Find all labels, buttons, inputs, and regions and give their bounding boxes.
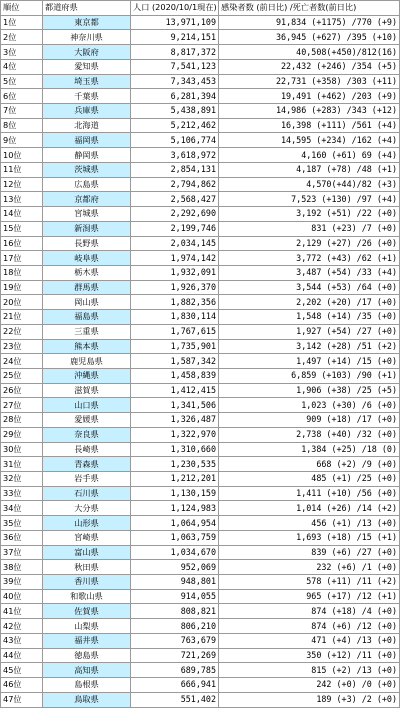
table-row	[1, 457, 400, 472]
table-row	[1, 45, 400, 60]
prefecture-cell: 熊本県	[43, 339, 131, 354]
rank-cell: 3位	[1, 45, 43, 60]
rank-cell: 29位	[1, 427, 43, 442]
infections-cell: 874 (+6) /12 (+0)	[219, 619, 400, 634]
rank-cell: 1位	[1, 15, 43, 30]
table-row	[1, 633, 400, 648]
table-row	[1, 530, 400, 545]
prefecture-cell: 沖縄県	[43, 368, 131, 383]
population-cell: 1,326,487	[131, 413, 219, 428]
table-row	[1, 339, 400, 354]
population-cell: 1,034,670	[131, 545, 219, 560]
infections-cell: 1,693 (+18) /15 (+1)	[219, 530, 400, 545]
infections-cell: 4,160 (+61) 69 (+4)	[219, 148, 400, 163]
population-cell: 7,343,453	[131, 74, 219, 89]
prefecture-cell: 青森県	[43, 457, 131, 472]
table-row	[1, 516, 400, 531]
rank-cell: 17位	[1, 251, 43, 266]
header-rank: 順位	[1, 1, 43, 16]
population-cell: 2,199,746	[131, 221, 219, 236]
infections-cell: 189 (+3) /2 (+0)	[219, 692, 400, 707]
prefecture-cell: 長野県	[43, 236, 131, 251]
population-cell: 551,402	[131, 692, 219, 707]
rank-cell: 15位	[1, 221, 43, 236]
population-cell: 914,055	[131, 589, 219, 604]
population-cell: 1,341,506	[131, 398, 219, 413]
rank-cell: 4位	[1, 59, 43, 74]
infections-cell: 36,945 (+627) /395 (+10)	[219, 30, 400, 45]
infections-cell: 3,544 (+53) /64 (+0)	[219, 280, 400, 295]
table-row	[1, 192, 400, 207]
rank-cell: 2位	[1, 30, 43, 45]
header-population: 人口 (2020/10/1現在)	[131, 1, 219, 16]
rank-cell: 23位	[1, 339, 43, 354]
prefecture-cell: 徳島県	[43, 648, 131, 663]
prefecture-cell: 香川県	[43, 575, 131, 590]
population-cell: 8,817,372	[131, 45, 219, 60]
rank-cell: 12位	[1, 177, 43, 192]
population-cell: 1,587,342	[131, 354, 219, 369]
infections-cell: 16,398 (+111) /561 (+4)	[219, 118, 400, 133]
prefecture-cell: 岐阜県	[43, 251, 131, 266]
infections-cell: 14,986 (+283) /343 (+12)	[219, 104, 400, 119]
infections-cell: 909 (+18) /17 (+0)	[219, 413, 400, 428]
table-row	[1, 89, 400, 104]
infections-cell: 232 (+6) /1 (+0)	[219, 560, 400, 575]
population-cell: 1,882,356	[131, 295, 219, 310]
rank-cell: 16位	[1, 236, 43, 251]
table-row	[1, 236, 400, 251]
population-cell: 808,821	[131, 604, 219, 619]
table-row	[1, 133, 400, 148]
population-cell: 9,214,151	[131, 30, 219, 45]
prefecture-cell: 神奈川県	[43, 30, 131, 45]
prefecture-cell: 大阪府	[43, 45, 131, 60]
prefecture-cell: 千葉県	[43, 89, 131, 104]
population-cell: 948,801	[131, 575, 219, 590]
table-row	[1, 398, 400, 413]
rank-cell: 41位	[1, 604, 43, 619]
infections-cell: 350 (+12) /11 (+0)	[219, 648, 400, 663]
table-row	[1, 324, 400, 339]
rank-cell: 5位	[1, 74, 43, 89]
rank-cell: 20位	[1, 295, 43, 310]
table-row	[1, 560, 400, 575]
rank-cell: 7位	[1, 104, 43, 119]
rank-cell: 24位	[1, 354, 43, 369]
rank-cell: 21位	[1, 310, 43, 325]
rank-cell: 25位	[1, 368, 43, 383]
rank-cell: 36位	[1, 530, 43, 545]
population-cell: 5,438,891	[131, 104, 219, 119]
prefecture-cell: 山梨県	[43, 619, 131, 634]
table-row	[1, 383, 400, 398]
population-cell: 1,767,615	[131, 324, 219, 339]
rank-cell: 14位	[1, 207, 43, 222]
prefecture-cell: 広島県	[43, 177, 131, 192]
population-cell: 3,618,972	[131, 148, 219, 163]
population-cell: 6,281,394	[131, 89, 219, 104]
table-row	[1, 486, 400, 501]
table-row	[1, 280, 400, 295]
prefecture-cell: 鳥取県	[43, 692, 131, 707]
prefecture-cell: 和歌山県	[43, 589, 131, 604]
table-row	[1, 251, 400, 266]
infections-cell: 2,129 (+27) /26 (+0)	[219, 236, 400, 251]
table-row	[1, 118, 400, 133]
prefecture-cell: 福井県	[43, 633, 131, 648]
table-header	[1, 1, 400, 16]
infections-cell: 3,772 (+43) /62 (+1)	[219, 251, 400, 266]
prefecture-cell: 石川県	[43, 486, 131, 501]
prefecture-cell: 秋田県	[43, 560, 131, 575]
table-row	[1, 368, 400, 383]
table-row	[1, 413, 400, 428]
infections-cell: 874 (+18) /4 (+0)	[219, 604, 400, 619]
rank-cell: 34位	[1, 501, 43, 516]
infections-cell: 2,738 (+40) /32 (+0)	[219, 427, 400, 442]
prefecture-cell: 岩手県	[43, 472, 131, 487]
table-row	[1, 177, 400, 192]
rank-cell: 26位	[1, 383, 43, 398]
rank-cell: 46位	[1, 678, 43, 693]
population-cell: 2,568,427	[131, 192, 219, 207]
infections-cell: 1,023 (+30) /6 (+0)	[219, 398, 400, 413]
infections-cell: 1,411 (+10) /56 (+0)	[219, 486, 400, 501]
table-row	[1, 15, 400, 30]
infections-cell: 471 (+4) /13 (+0)	[219, 633, 400, 648]
table-body	[1, 15, 400, 707]
table-row	[1, 501, 400, 516]
prefecture-cell: 栃木県	[43, 265, 131, 280]
infections-cell: 7,523 (+130) /97 (+4)	[219, 192, 400, 207]
population-cell: 1,310,660	[131, 442, 219, 457]
population-cell: 13,971,109	[131, 15, 219, 30]
population-cell: 5,212,462	[131, 118, 219, 133]
infections-cell: 242 (+0) /0 (+0)	[219, 678, 400, 693]
header-infections: 感染者数 (前日比) /死亡者数(前日比)	[219, 1, 400, 16]
rank-cell: 9位	[1, 133, 43, 148]
table-row	[1, 265, 400, 280]
population-cell: 666,941	[131, 678, 219, 693]
table-row	[1, 663, 400, 678]
prefecture-cell: 群馬県	[43, 280, 131, 295]
infections-cell: 1,014 (+26) /14 (+2)	[219, 501, 400, 516]
population-cell: 763,679	[131, 633, 219, 648]
rank-cell: 39位	[1, 575, 43, 590]
population-cell: 1,322,970	[131, 427, 219, 442]
prefecture-cell: 東京都	[43, 15, 131, 30]
table-row	[1, 30, 400, 45]
prefecture-cell: 福岡県	[43, 133, 131, 148]
prefecture-cell: 宮崎県	[43, 530, 131, 545]
population-cell: 806,210	[131, 619, 219, 634]
infections-cell: 19,491 (+462) /203 (+9)	[219, 89, 400, 104]
rank-cell: 38位	[1, 560, 43, 575]
prefecture-cell: 宮城県	[43, 207, 131, 222]
table-row	[1, 207, 400, 222]
infections-cell: 965 (+17) /12 (+1)	[219, 589, 400, 604]
infections-cell: 668 (+2) /9 (+0)	[219, 457, 400, 472]
population-cell: 1,458,839	[131, 368, 219, 383]
prefecture-cell: 北海道	[43, 118, 131, 133]
infections-cell: 1,497 (+14) /15 (+0)	[219, 354, 400, 369]
population-cell: 1,926,370	[131, 280, 219, 295]
population-cell: 5,106,774	[131, 133, 219, 148]
prefecture-cell: 新潟県	[43, 221, 131, 236]
rank-cell: 40位	[1, 589, 43, 604]
infections-cell: 1,384 (+25) /18 (0)	[219, 442, 400, 457]
population-cell: 1,735,901	[131, 339, 219, 354]
prefecture-cell: 山形県	[43, 516, 131, 531]
population-cell: 1,130,159	[131, 486, 219, 501]
rank-cell: 11位	[1, 162, 43, 177]
prefecture-cell: 京都府	[43, 192, 131, 207]
rank-cell: 47位	[1, 692, 43, 707]
table-row	[1, 442, 400, 457]
rank-cell: 33位	[1, 486, 43, 501]
rank-cell: 35位	[1, 516, 43, 531]
table-row	[1, 310, 400, 325]
infections-cell: 14,595 (+234) /162 (+4)	[219, 133, 400, 148]
rank-cell: 13位	[1, 192, 43, 207]
table-row	[1, 162, 400, 177]
population-cell: 952,069	[131, 560, 219, 575]
prefecture-cell: 山口県	[43, 398, 131, 413]
rank-cell: 10位	[1, 148, 43, 163]
infections-cell: 1,906 (+38) /25 (+5)	[219, 383, 400, 398]
population-cell: 1,230,535	[131, 457, 219, 472]
table-row	[1, 619, 400, 634]
infections-cell: 2,202 (+20) /17 (+0)	[219, 295, 400, 310]
rank-cell: 45位	[1, 663, 43, 678]
rank-cell: 30位	[1, 442, 43, 457]
prefecture-cell: 滋賀県	[43, 383, 131, 398]
table-row	[1, 148, 400, 163]
infections-cell: 4,570(+44)/82 (+3)	[219, 177, 400, 192]
rank-cell: 32位	[1, 472, 43, 487]
population-cell: 2,292,690	[131, 207, 219, 222]
infections-cell: 839 (+6) /27 (+0)	[219, 545, 400, 560]
population-cell: 2,034,145	[131, 236, 219, 251]
rank-cell: 18位	[1, 265, 43, 280]
table-row	[1, 648, 400, 663]
prefecture-cell: 愛媛県	[43, 413, 131, 428]
table-row	[1, 295, 400, 310]
prefecture-cell: 佐賀県	[43, 604, 131, 619]
infections-cell: 485 (+1) /25 (+0)	[219, 472, 400, 487]
table-row	[1, 427, 400, 442]
population-cell: 7,541,123	[131, 59, 219, 74]
population-cell: 1,063,759	[131, 530, 219, 545]
header-prefecture: 都道府県	[43, 1, 131, 16]
population-cell: 1,212,201	[131, 472, 219, 487]
prefecture-cell: 福島県	[43, 310, 131, 325]
infections-cell: 6,859 (+103) /90 (+1)	[219, 368, 400, 383]
prefecture-cell: 埼玉県	[43, 74, 131, 89]
population-cell: 1,064,954	[131, 516, 219, 531]
population-cell: 2,794,862	[131, 177, 219, 192]
rank-cell: 43位	[1, 633, 43, 648]
prefecture-cell: 鹿児島県	[43, 354, 131, 369]
rank-cell: 31位	[1, 457, 43, 472]
population-cell: 1,830,114	[131, 310, 219, 325]
population-cell: 721,269	[131, 648, 219, 663]
rank-cell: 28位	[1, 413, 43, 428]
population-cell: 1,412,415	[131, 383, 219, 398]
table-row	[1, 589, 400, 604]
prefecture-cell: 静岡県	[43, 148, 131, 163]
infections-cell: 4,187 (+78) /48 (+1)	[219, 162, 400, 177]
infections-cell: 815 (+2) /13 (+0)	[219, 663, 400, 678]
table-row	[1, 59, 400, 74]
prefecture-cell: 大分県	[43, 501, 131, 516]
infections-cell: 3,487 (+54) /33 (+4)	[219, 265, 400, 280]
prefecture-cell: 島根県	[43, 678, 131, 693]
table-row	[1, 545, 400, 560]
rank-cell: 22位	[1, 324, 43, 339]
infections-cell: 91,834 (+1175) /770 (+9)	[219, 15, 400, 30]
rank-cell: 19位	[1, 280, 43, 295]
infections-cell: 40,508(+450)/812(16)	[219, 45, 400, 60]
table-row	[1, 74, 400, 89]
prefecture-cell: 愛知県	[43, 59, 131, 74]
infections-cell: 22,731 (+358) /303 (+11)	[219, 74, 400, 89]
infections-cell: 456 (+1) /13 (+0)	[219, 516, 400, 531]
infections-cell: 1,927 (+54) /27 (+0)	[219, 324, 400, 339]
prefecture-cell: 奈良県	[43, 427, 131, 442]
prefecture-cell: 兵庫県	[43, 104, 131, 119]
rank-cell: 8位	[1, 118, 43, 133]
prefecture-cell: 三重県	[43, 324, 131, 339]
population-cell: 1,124,983	[131, 501, 219, 516]
infections-cell: 22,432 (+246) /354 (+5)	[219, 59, 400, 74]
population-cell: 689,785	[131, 663, 219, 678]
header-row	[1, 1, 400, 16]
table-row	[1, 221, 400, 236]
table-row	[1, 678, 400, 693]
population-cell: 1,932,091	[131, 265, 219, 280]
rank-cell: 27位	[1, 398, 43, 413]
population-cell: 2,854,131	[131, 162, 219, 177]
prefecture-cell: 富山県	[43, 545, 131, 560]
infections-cell: 3,192 (+51) /22 (+0)	[219, 207, 400, 222]
prefecture-cell: 長崎県	[43, 442, 131, 457]
rank-cell: 6位	[1, 89, 43, 104]
rank-cell: 37位	[1, 545, 43, 560]
rank-cell: 42位	[1, 619, 43, 634]
rank-cell: 44位	[1, 648, 43, 663]
prefecture-cell: 高知県	[43, 663, 131, 678]
prefecture-cell: 茨城県	[43, 162, 131, 177]
infections-cell: 578 (+11) /11 (+2)	[219, 575, 400, 590]
table-row	[1, 575, 400, 590]
table-row	[1, 104, 400, 119]
population-cell: 1,974,142	[131, 251, 219, 266]
prefecture-cell: 岡山県	[43, 295, 131, 310]
infections-cell: 1,548 (+14) /35 (+0)	[219, 310, 400, 325]
infections-cell: 831 (+23) /7 (+0)	[219, 221, 400, 236]
infections-cell: 3,142 (+28) /51 (+2)	[219, 339, 400, 354]
table-row	[1, 604, 400, 619]
table-row	[1, 472, 400, 487]
table-row	[1, 354, 400, 369]
